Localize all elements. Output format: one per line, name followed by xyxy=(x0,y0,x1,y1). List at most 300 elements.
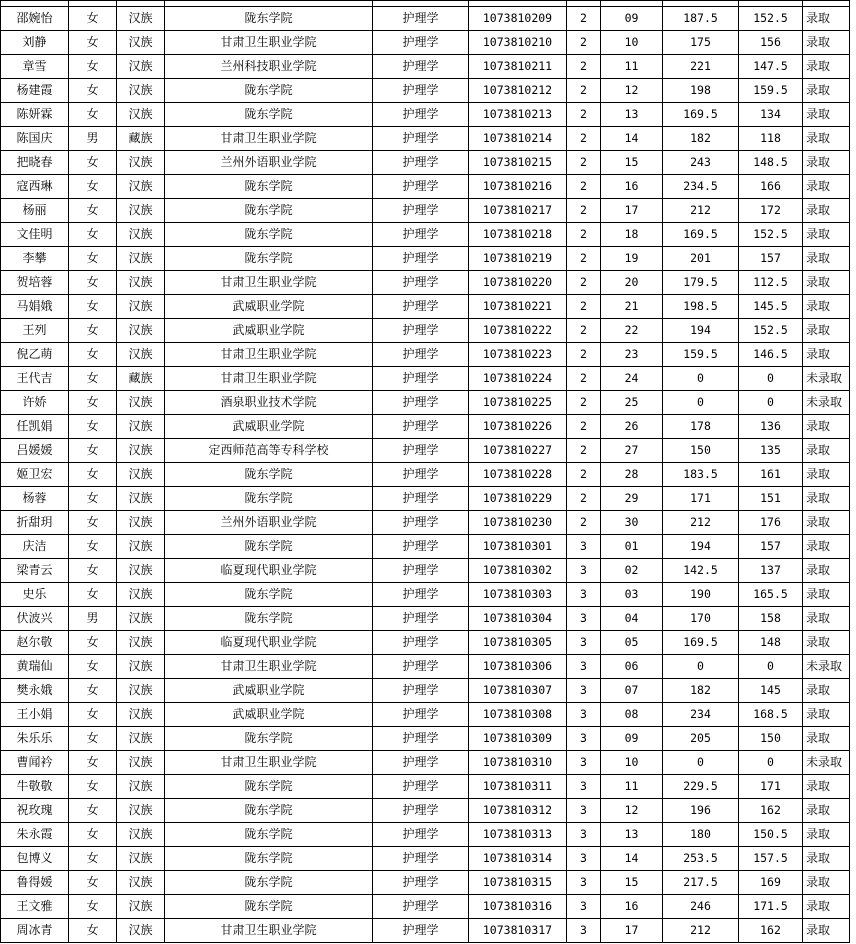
cell-gender: 女 xyxy=(69,799,117,823)
cell-name: 王小娟 xyxy=(1,703,69,727)
cell-exam-number: 1073810229 xyxy=(469,487,567,511)
table-row xyxy=(1,871,850,895)
cell-score-2: 134 xyxy=(739,103,803,127)
cell-name: 姬卫宏 xyxy=(1,463,69,487)
cell-seat-number: 11 xyxy=(601,775,663,799)
cell-major: 护理学 xyxy=(373,919,469,943)
cell-ethnicity: 汉族 xyxy=(117,79,165,103)
cell-exam-number: 1073810307 xyxy=(469,679,567,703)
cell-result: 录取 xyxy=(803,103,850,127)
cell-gender: 女 xyxy=(69,703,117,727)
cell-seat-number: 14 xyxy=(601,127,663,151)
cell-result: 录取 xyxy=(803,271,850,295)
cell-seat-number: 25 xyxy=(601,391,663,415)
cell-major: 护理学 xyxy=(373,175,469,199)
cell-school: 兰州外语职业学院 xyxy=(165,151,373,175)
table-row xyxy=(1,703,850,727)
cell-ethnicity: 汉族 xyxy=(117,583,165,607)
cell-exam-number: 1073810317 xyxy=(469,919,567,943)
cell-seat-number: 22 xyxy=(601,319,663,343)
cell-gender: 男 xyxy=(69,127,117,151)
cell-major: 护理学 xyxy=(373,295,469,319)
cell-exam-number: 1073810302 xyxy=(469,559,567,583)
cell-exam-room: 2 xyxy=(567,415,601,439)
cell-school: 定西师范高等专科学校 xyxy=(165,439,373,463)
cell-exam-number: 1073810219 xyxy=(469,247,567,271)
cell-seat-number: 13 xyxy=(601,823,663,847)
cell-gender: 女 xyxy=(69,487,117,511)
cell-result: 录取 xyxy=(803,631,850,655)
cell-result: 录取 xyxy=(803,199,850,223)
cell-score-1: 229.5 xyxy=(663,775,739,799)
cell-school: 陇东学院 xyxy=(165,103,373,127)
cell-score-1: 212 xyxy=(663,511,739,535)
cell-score-1: 234.5 xyxy=(663,175,739,199)
cell-result: 录取 xyxy=(803,895,850,919)
cell-score-1: 179.5 xyxy=(663,271,739,295)
cell-exam-number: 1073810309 xyxy=(469,727,567,751)
cell-school: 陇东学院 xyxy=(165,727,373,751)
cell-exam-number: 1073810306 xyxy=(469,655,567,679)
cell-school: 甘肃卫生职业学院 xyxy=(165,31,373,55)
cell-gender: 女 xyxy=(69,583,117,607)
cell-school: 陇东学院 xyxy=(165,847,373,871)
cell-score-2: 148.5 xyxy=(739,151,803,175)
cell-score-1: 0 xyxy=(663,751,739,775)
table-row xyxy=(1,727,850,751)
cell-name: 庆洁 xyxy=(1,535,69,559)
cell-result: 录取 xyxy=(803,31,850,55)
cell-school: 陇东学院 xyxy=(165,463,373,487)
table-row xyxy=(1,583,850,607)
cell-result: 录取 xyxy=(803,535,850,559)
cell-exam-number: 1073810312 xyxy=(469,799,567,823)
cell-result: 录取 xyxy=(803,79,850,103)
cell-ethnicity: 汉族 xyxy=(117,175,165,199)
cell-seat-number: 10 xyxy=(601,751,663,775)
cell-school: 陇东学院 xyxy=(165,871,373,895)
cell-exam-number: 1073810220 xyxy=(469,271,567,295)
cell-score-2: 0 xyxy=(739,367,803,391)
cell-exam-number: 1073810301 xyxy=(469,535,567,559)
cell-score-1: 234 xyxy=(663,703,739,727)
cell-major: 护理学 xyxy=(373,679,469,703)
cell-result: 录取 xyxy=(803,559,850,583)
cell-exam-number: 1073810221 xyxy=(469,295,567,319)
cell-major: 护理学 xyxy=(373,343,469,367)
cell-school: 甘肃卫生职业学院 xyxy=(165,655,373,679)
cell-name: 王文雅 xyxy=(1,895,69,919)
cell-exam-room: 3 xyxy=(567,775,601,799)
cell-ethnicity: 汉族 xyxy=(117,847,165,871)
cell-result: 录取 xyxy=(803,583,850,607)
cell-name: 曹闻衿 xyxy=(1,751,69,775)
cell-major: 护理学 xyxy=(373,487,469,511)
cell-school: 陇东学院 xyxy=(165,535,373,559)
table-row xyxy=(1,631,850,655)
table-row xyxy=(1,31,850,55)
cell-exam-room: 2 xyxy=(567,487,601,511)
cell-ethnicity: 汉族 xyxy=(117,463,165,487)
cell-ethnicity: 汉族 xyxy=(117,55,165,79)
cell-school: 陇东学院 xyxy=(165,223,373,247)
cell-exam-room: 2 xyxy=(567,319,601,343)
cell-score-1: 169.5 xyxy=(663,631,739,655)
cell-result: 录取 xyxy=(803,487,850,511)
cell-name: 伏波兴 xyxy=(1,607,69,631)
cell-exam-number: 1073810305 xyxy=(469,631,567,655)
cell-exam-room: 2 xyxy=(567,55,601,79)
cell-exam-room: 3 xyxy=(567,655,601,679)
cell-gender: 女 xyxy=(69,367,117,391)
cell-major: 护理学 xyxy=(373,511,469,535)
table-body xyxy=(1,1,850,943)
cell-ethnicity: 汉族 xyxy=(117,775,165,799)
cell-major: 护理学 xyxy=(373,823,469,847)
cell-name: 包博义 xyxy=(1,847,69,871)
cell-result: 录取 xyxy=(803,55,850,79)
cell-score-2: 152.5 xyxy=(739,223,803,247)
cell-exam-room: 2 xyxy=(567,199,601,223)
cell-score-2: 171 xyxy=(739,775,803,799)
cell-major: 护理学 xyxy=(373,775,469,799)
cell-name: 马娟娥 xyxy=(1,295,69,319)
cell-seat-number: 24 xyxy=(601,367,663,391)
cell-gender: 女 xyxy=(69,847,117,871)
cell-name: 赵尔敬 xyxy=(1,631,69,655)
cell-gender: 女 xyxy=(69,391,117,415)
cell-seat-number: 15 xyxy=(601,871,663,895)
cell-name: 任凯娟 xyxy=(1,415,69,439)
cell-seat-number: 07 xyxy=(601,679,663,703)
table-row xyxy=(1,175,850,199)
cell-exam-room: 3 xyxy=(567,799,601,823)
cell-result: 录取 xyxy=(803,319,850,343)
cell-ethnicity: 汉族 xyxy=(117,703,165,727)
cell-seat-number: 29 xyxy=(601,487,663,511)
cell-exam-room: 2 xyxy=(567,79,601,103)
table-row xyxy=(1,343,850,367)
cell-name: 折甜玥 xyxy=(1,511,69,535)
cell-score-2: 0 xyxy=(739,391,803,415)
cell-ethnicity: 汉族 xyxy=(117,223,165,247)
cell-gender: 女 xyxy=(69,559,117,583)
cell-score-2: 146.5 xyxy=(739,343,803,367)
cell-school: 武威职业学院 xyxy=(165,319,373,343)
cell-seat-number: 12 xyxy=(601,79,663,103)
cell-name: 祝玫瑰 xyxy=(1,799,69,823)
cell-gender: 女 xyxy=(69,199,117,223)
cell-ethnicity: 汉族 xyxy=(117,919,165,943)
cell-exam-number: 1073810210 xyxy=(469,31,567,55)
cell-exam-number: 1073810304 xyxy=(469,607,567,631)
cell-ethnicity: 汉族 xyxy=(117,151,165,175)
cell-exam-room: 3 xyxy=(567,535,601,559)
cell-seat-number: 19 xyxy=(601,247,663,271)
cell-name: 牛敬敬 xyxy=(1,775,69,799)
cell-exam-number: 1073810226 xyxy=(469,415,567,439)
cell-ethnicity: 汉族 xyxy=(117,655,165,679)
cell-score-2: 162 xyxy=(739,799,803,823)
cell-name: 杨蓉 xyxy=(1,487,69,511)
cell-exam-room: 2 xyxy=(567,31,601,55)
cell-exam-number: 1073810223 xyxy=(469,343,567,367)
cell-exam-room: 2 xyxy=(567,295,601,319)
cell-score-2: 166 xyxy=(739,175,803,199)
table-row xyxy=(1,895,850,919)
cell-exam-number: 1073810313 xyxy=(469,823,567,847)
cell-seat-number: 03 xyxy=(601,583,663,607)
cell-exam-room: 2 xyxy=(567,127,601,151)
cell-score-1: 212 xyxy=(663,199,739,223)
cell-ethnicity: 汉族 xyxy=(117,487,165,511)
cell-name: 寇西琳 xyxy=(1,175,69,199)
cell-seat-number: 20 xyxy=(601,271,663,295)
cell-result: 录取 xyxy=(803,463,850,487)
cell-exam-number: 1073810215 xyxy=(469,151,567,175)
table-row xyxy=(1,319,850,343)
cell-ethnicity: 汉族 xyxy=(117,271,165,295)
cell-major: 护理学 xyxy=(373,415,469,439)
cell-gender: 女 xyxy=(69,319,117,343)
cell-exam-room: 2 xyxy=(567,367,601,391)
cell-score-1: 194 xyxy=(663,535,739,559)
cell-name: 陈国庆 xyxy=(1,127,69,151)
cell-name: 樊永娥 xyxy=(1,679,69,703)
cell-exam-room: 2 xyxy=(567,391,601,415)
cell-ethnicity: 汉族 xyxy=(117,31,165,55)
cell-result: 录取 xyxy=(803,703,850,727)
cell-major: 护理学 xyxy=(373,871,469,895)
cell-exam-number: 1073810316 xyxy=(469,895,567,919)
cell-ethnicity: 汉族 xyxy=(117,247,165,271)
cell-seat-number: 01 xyxy=(601,535,663,559)
cell-seat-number: 06 xyxy=(601,655,663,679)
cell-score-2: 159.5 xyxy=(739,79,803,103)
cell-major: 护理学 xyxy=(373,103,469,127)
cell-exam-number: 1073810303 xyxy=(469,583,567,607)
cell-exam-room: 3 xyxy=(567,727,601,751)
cell-school: 陇东学院 xyxy=(165,79,373,103)
table-row xyxy=(1,103,850,127)
cell-exam-room: 3 xyxy=(567,895,601,919)
cell-score-1: 180 xyxy=(663,823,739,847)
cell-score-1: 175 xyxy=(663,31,739,55)
cell-score-2: 150 xyxy=(739,727,803,751)
cell-score-2: 136 xyxy=(739,415,803,439)
cell-score-1: 0 xyxy=(663,655,739,679)
cell-name: 鲁得媛 xyxy=(1,871,69,895)
cell-name: 朱永霞 xyxy=(1,823,69,847)
table-row xyxy=(1,439,850,463)
cell-ethnicity: 藏族 xyxy=(117,367,165,391)
cell-ethnicity: 汉族 xyxy=(117,871,165,895)
cell-school: 陇东学院 xyxy=(165,799,373,823)
cell-name: 章雪 xyxy=(1,55,69,79)
cell-name: 刘静 xyxy=(1,31,69,55)
cell-seat-number: 05 xyxy=(601,631,663,655)
cell-result: 未录取 xyxy=(803,391,850,415)
table-row xyxy=(1,919,850,943)
cell-major: 护理学 xyxy=(373,631,469,655)
cell-gender: 女 xyxy=(69,439,117,463)
table-row xyxy=(1,679,850,703)
cell-gender: 女 xyxy=(69,823,117,847)
cell-score-2: 147.5 xyxy=(739,55,803,79)
cell-school: 陇东学院 xyxy=(165,607,373,631)
cell-school: 武威职业学院 xyxy=(165,679,373,703)
table-row xyxy=(1,559,850,583)
cell-school: 甘肃卫生职业学院 xyxy=(165,919,373,943)
cell-school: 甘肃卫生职业学院 xyxy=(165,367,373,391)
cell-score-1: 190 xyxy=(663,583,739,607)
cell-exam-number: 1073810212 xyxy=(469,79,567,103)
cell-major: 护理学 xyxy=(373,271,469,295)
cell-name: 黄瑞仙 xyxy=(1,655,69,679)
cell-result: 录取 xyxy=(803,415,850,439)
cell-ethnicity: 汉族 xyxy=(117,751,165,775)
cell-seat-number: 28 xyxy=(601,463,663,487)
cell-gender: 女 xyxy=(69,247,117,271)
cell-name: 史乐 xyxy=(1,583,69,607)
cell-gender: 女 xyxy=(69,727,117,751)
cell-result: 录取 xyxy=(803,775,850,799)
cell-result: 录取 xyxy=(803,127,850,151)
cell-exam-room: 2 xyxy=(567,103,601,127)
cell-score-2: 112.5 xyxy=(739,271,803,295)
cell-name: 朱乐乐 xyxy=(1,727,69,751)
cell-gender: 女 xyxy=(69,751,117,775)
cell-result: 录取 xyxy=(803,823,850,847)
table-row xyxy=(1,271,850,295)
cell-school: 兰州外语职业学院 xyxy=(165,511,373,535)
cell-seat-number: 09 xyxy=(601,7,663,31)
cell-score-1: 196 xyxy=(663,799,739,823)
cell-gender: 女 xyxy=(69,343,117,367)
table-row xyxy=(1,199,850,223)
cell-ethnicity: 汉族 xyxy=(117,631,165,655)
cell-result: 未录取 xyxy=(803,367,850,391)
cell-major: 护理学 xyxy=(373,751,469,775)
cell-exam-room: 3 xyxy=(567,751,601,775)
cell-seat-number: 17 xyxy=(601,199,663,223)
cell-gender: 女 xyxy=(69,223,117,247)
cell-school: 临夏现代职业学院 xyxy=(165,559,373,583)
cell-score-2: 165.5 xyxy=(739,583,803,607)
cell-exam-number: 1073810216 xyxy=(469,175,567,199)
cell-score-1: 246 xyxy=(663,895,739,919)
cell-seat-number: 02 xyxy=(601,559,663,583)
cell-ethnicity: 汉族 xyxy=(117,319,165,343)
cell-exam-room: 3 xyxy=(567,559,601,583)
cell-school: 甘肃卫生职业学院 xyxy=(165,751,373,775)
cell-name: 王代吉 xyxy=(1,367,69,391)
cell-ethnicity: 汉族 xyxy=(117,199,165,223)
cell-ethnicity: 藏族 xyxy=(117,127,165,151)
cell-name: 倪乙萌 xyxy=(1,343,69,367)
cell-result: 录取 xyxy=(803,295,850,319)
cell-score-1: 212 xyxy=(663,919,739,943)
cell-result: 未录取 xyxy=(803,655,850,679)
cell-result: 录取 xyxy=(803,151,850,175)
cell-school: 陇东学院 xyxy=(165,7,373,31)
cell-score-1: 183.5 xyxy=(663,463,739,487)
cell-major: 护理学 xyxy=(373,55,469,79)
cell-exam-room: 3 xyxy=(567,919,601,943)
cell-gender: 女 xyxy=(69,295,117,319)
cell-gender: 女 xyxy=(69,631,117,655)
cell-gender: 女 xyxy=(69,55,117,79)
cell-exam-room: 3 xyxy=(567,607,601,631)
cell-result: 录取 xyxy=(803,247,850,271)
cell-major: 护理学 xyxy=(373,31,469,55)
cell-major: 护理学 xyxy=(373,319,469,343)
cell-exam-room: 2 xyxy=(567,439,601,463)
table-row xyxy=(1,415,850,439)
cell-name: 吕媛媛 xyxy=(1,439,69,463)
cell-ethnicity: 汉族 xyxy=(117,727,165,751)
cell-ethnicity: 汉族 xyxy=(117,7,165,31)
cell-school: 陇东学院 xyxy=(165,775,373,799)
cell-score-2: 156 xyxy=(739,31,803,55)
cell-score-1: 0 xyxy=(663,391,739,415)
cell-seat-number: 11 xyxy=(601,55,663,79)
cell-gender: 女 xyxy=(69,775,117,799)
cell-school: 甘肃卫生职业学院 xyxy=(165,127,373,151)
cell-gender: 女 xyxy=(69,511,117,535)
cell-major: 护理学 xyxy=(373,127,469,151)
cell-gender: 女 xyxy=(69,103,117,127)
cell-gender: 男 xyxy=(69,607,117,631)
table-row xyxy=(1,775,850,799)
cell-exam-number: 1073810222 xyxy=(469,319,567,343)
cell-result: 未录取 xyxy=(803,751,850,775)
cell-exam-room: 2 xyxy=(567,463,601,487)
cell-score-1: 194 xyxy=(663,319,739,343)
cell-score-1: 243 xyxy=(663,151,739,175)
cell-school: 陇东学院 xyxy=(165,247,373,271)
cell-score-1: 201 xyxy=(663,247,739,271)
cell-seat-number: 09 xyxy=(601,727,663,751)
cell-result: 录取 xyxy=(803,439,850,463)
table-row xyxy=(1,655,850,679)
cell-score-1: 169.5 xyxy=(663,103,739,127)
cell-exam-room: 3 xyxy=(567,583,601,607)
cell-score-2: 161 xyxy=(739,463,803,487)
cell-school: 陇东学院 xyxy=(165,823,373,847)
cell-school: 陇东学院 xyxy=(165,895,373,919)
cell-gender: 女 xyxy=(69,271,117,295)
cell-exam-number: 1073810224 xyxy=(469,367,567,391)
cell-score-2: 148 xyxy=(739,631,803,655)
cell-ethnicity: 汉族 xyxy=(117,559,165,583)
cell-exam-number: 1073810308 xyxy=(469,703,567,727)
cell-seat-number: 13 xyxy=(601,103,663,127)
cell-exam-number: 1073810217 xyxy=(469,199,567,223)
cell-score-1: 159.5 xyxy=(663,343,739,367)
table-row xyxy=(1,823,850,847)
cell-score-2: 162 xyxy=(739,919,803,943)
cell-score-1: 142.5 xyxy=(663,559,739,583)
cell-seat-number: 17 xyxy=(601,919,663,943)
cell-exam-room: 2 xyxy=(567,223,601,247)
cell-gender: 女 xyxy=(69,919,117,943)
cell-major: 护理学 xyxy=(373,847,469,871)
cell-score-2: 172 xyxy=(739,199,803,223)
cell-name: 许娇 xyxy=(1,391,69,415)
cell-result: 录取 xyxy=(803,607,850,631)
cell-gender: 女 xyxy=(69,463,117,487)
